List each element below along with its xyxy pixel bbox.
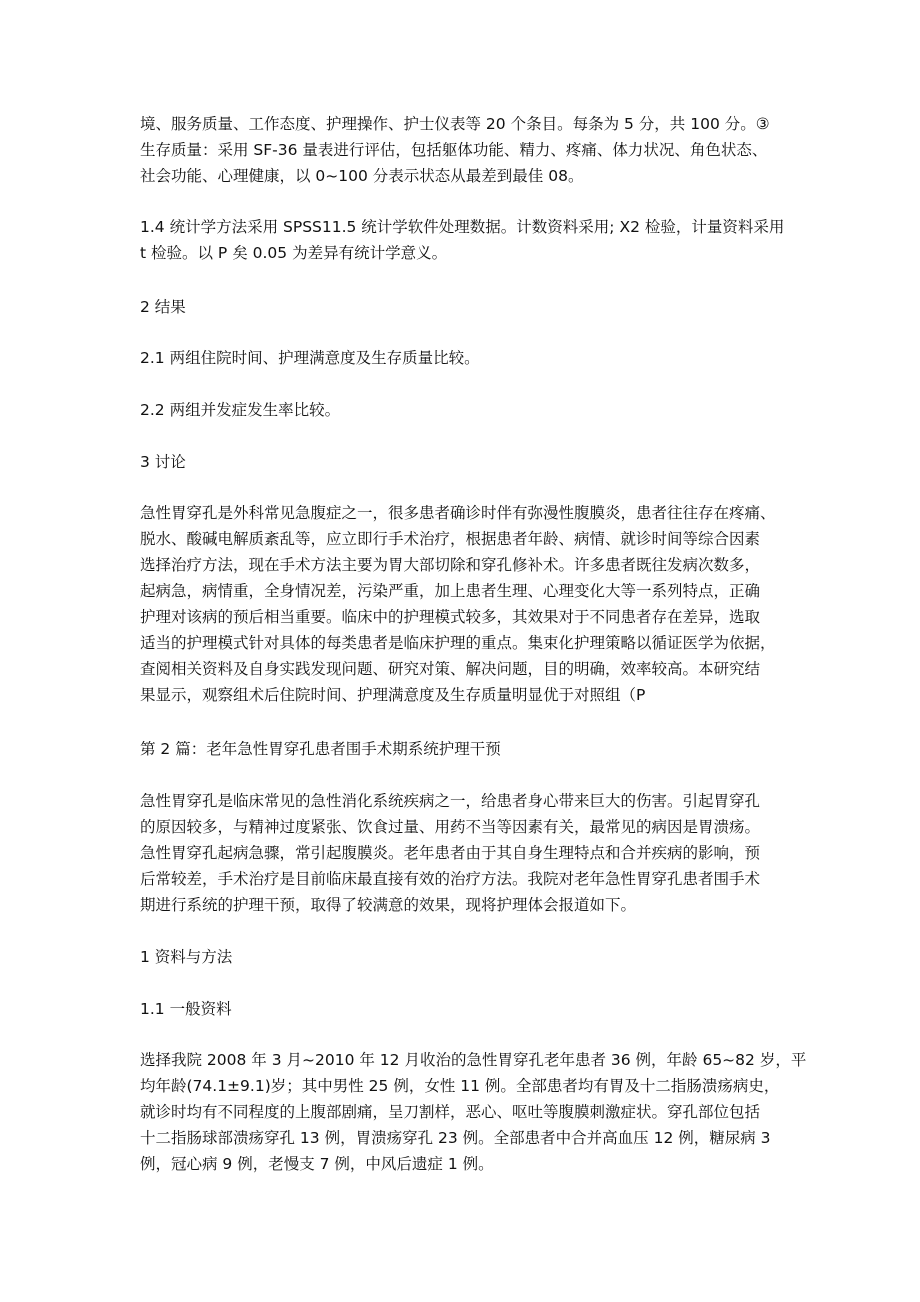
paragraph-intro: [140, 788, 800, 918]
text-line: 3 讨论: [140, 453, 186, 471]
heading-article-2: [140, 736, 800, 762]
text-line: 急性胃穿孔是外科常见急腹症之一，很多患者确诊时伴有弥漫性腹膜炎，患者往往存在疼痛、: [140, 504, 776, 522]
heading-results-2-1: [140, 345, 800, 371]
paragraph-evaluation-items: [140, 111, 800, 189]
text-line: 1.1 一般资料: [140, 1000, 232, 1018]
text-line: 后常较差，手术治疗是目前临床最直接有效的治疗方法。我院对老年急性胃穿孔患者围手术: [140, 870, 761, 888]
text-line: 的原因较多，与精神过度紧张、饮食过量、用药不当等因素有关，最常见的病因是胃溃疡。: [140, 818, 761, 836]
text-line: 期进行系统的护理干预，取得了较满意的效果，现将护理体会报道如下。: [140, 896, 637, 914]
text-line: t 检验。以 P 矣 0.05 为差异有统计学意义。: [140, 244, 448, 262]
text-line: 2 结果: [140, 298, 186, 316]
paragraph-discussion: [140, 500, 800, 708]
text-line: 就诊时均有不同程度的上腹部剧痛，呈刀割样，恶心、呕吐等腹膜刺激症状。穿孔部位包括: [140, 1103, 761, 1121]
text-line: 社会功能、心理健康，以 0~100 分表示状态从最差到最佳 08。: [140, 167, 584, 185]
text-line: 起病急，病情重，全身情况差，污染严重，加上患者生理、心理变化大等一系列特点，正确: [140, 582, 761, 600]
text-line: 护理对该病的预后相当重要。临床中的护理模式较多，其效果对于不同患者存在差异，选取: [140, 608, 761, 626]
text-line: 例，冠心病 9 例，老慢支 7 例，中风后遗症 1 例。: [140, 1155, 494, 1173]
text-line: 适当的护理模式针对具体的每类患者是临床护理的重点。集束化护理策略以循证医学为依据，: [140, 634, 776, 652]
heading-results: [140, 294, 800, 320]
heading-materials: [140, 944, 800, 970]
text-line: 1.4 统计学方法采用 SPSS11.5 统计学软件处理数据。计数资料采用; X2 检验，计量资料采用: [140, 218, 785, 236]
text-line: 脱水、酸碱电解质紊乱等，应立即行手术治疗，根据患者年龄、病情、就诊时间等综合因素: [140, 530, 761, 548]
text-line: 2.2 两组并发症发生率比较。: [140, 401, 341, 419]
text-line: 查阅相关资料及自身实践发现问题、研究对策、解决问题，目的明确，效率较高。本研究结: [140, 660, 761, 678]
text-line: 十二指肠球部溃疡穿孔 13 例，胃溃疡穿孔 23 例。全部患者中合并高血压 12 例，糖尿病 3: [140, 1129, 771, 1147]
text-line: 选择治疗方法，现在手术方法主要为胃大部切除和穿孔修补术。许多患者既往发病次数多，: [140, 556, 761, 574]
text-line: 果显示，观察组术后住院时间、护理满意度及生存质量明显优于对照组（P: [140, 686, 646, 704]
text-line: 急性胃穿孔是临床常见的急性消化系统疾病之一，给患者身心带来巨大的伤害。引起胃穿孔: [140, 792, 761, 810]
text-line: 境、服务质量、工作态度、护理操作、护士仪表等 20 个条目。每条为 5 分，共 100 分。③: [140, 115, 770, 133]
text-line: 第 2 篇：老年急性胃穿孔患者围手术期系统护理干预: [140, 740, 501, 758]
text-line: 急性胃穿孔起病急骤，常引起腹膜炎。老年患者由于其自身生理特点和合并疾病的影响，预: [140, 844, 761, 862]
text-line: 选择我院 2008 年 3 月~2010 年 12 月收治的急性胃穿孔老年患者 36 例，年龄 65~82 岁，平: [140, 1051, 807, 1069]
heading-discussion: [140, 449, 800, 475]
heading-general: [140, 996, 800, 1022]
text-line: 均年龄(74.1±9.1)岁；其中男性 25 例，女性 11 例。全部患者均有胃及十二指肠溃疡病史，: [140, 1077, 780, 1095]
paragraph-general: [140, 1047, 807, 1177]
heading-results-2-2: [140, 397, 800, 423]
text-line: 生存质量：采用 SF-36 量表进行评估，包括躯体功能、精力、疼痛、体力状况、角色状态、: [140, 141, 768, 159]
text-line: 1 资料与方法: [140, 948, 233, 966]
text-line: 2.1 两组住院时间、护理满意度及生存质量比较。: [140, 349, 480, 367]
paragraph-statistics: [140, 214, 800, 266]
